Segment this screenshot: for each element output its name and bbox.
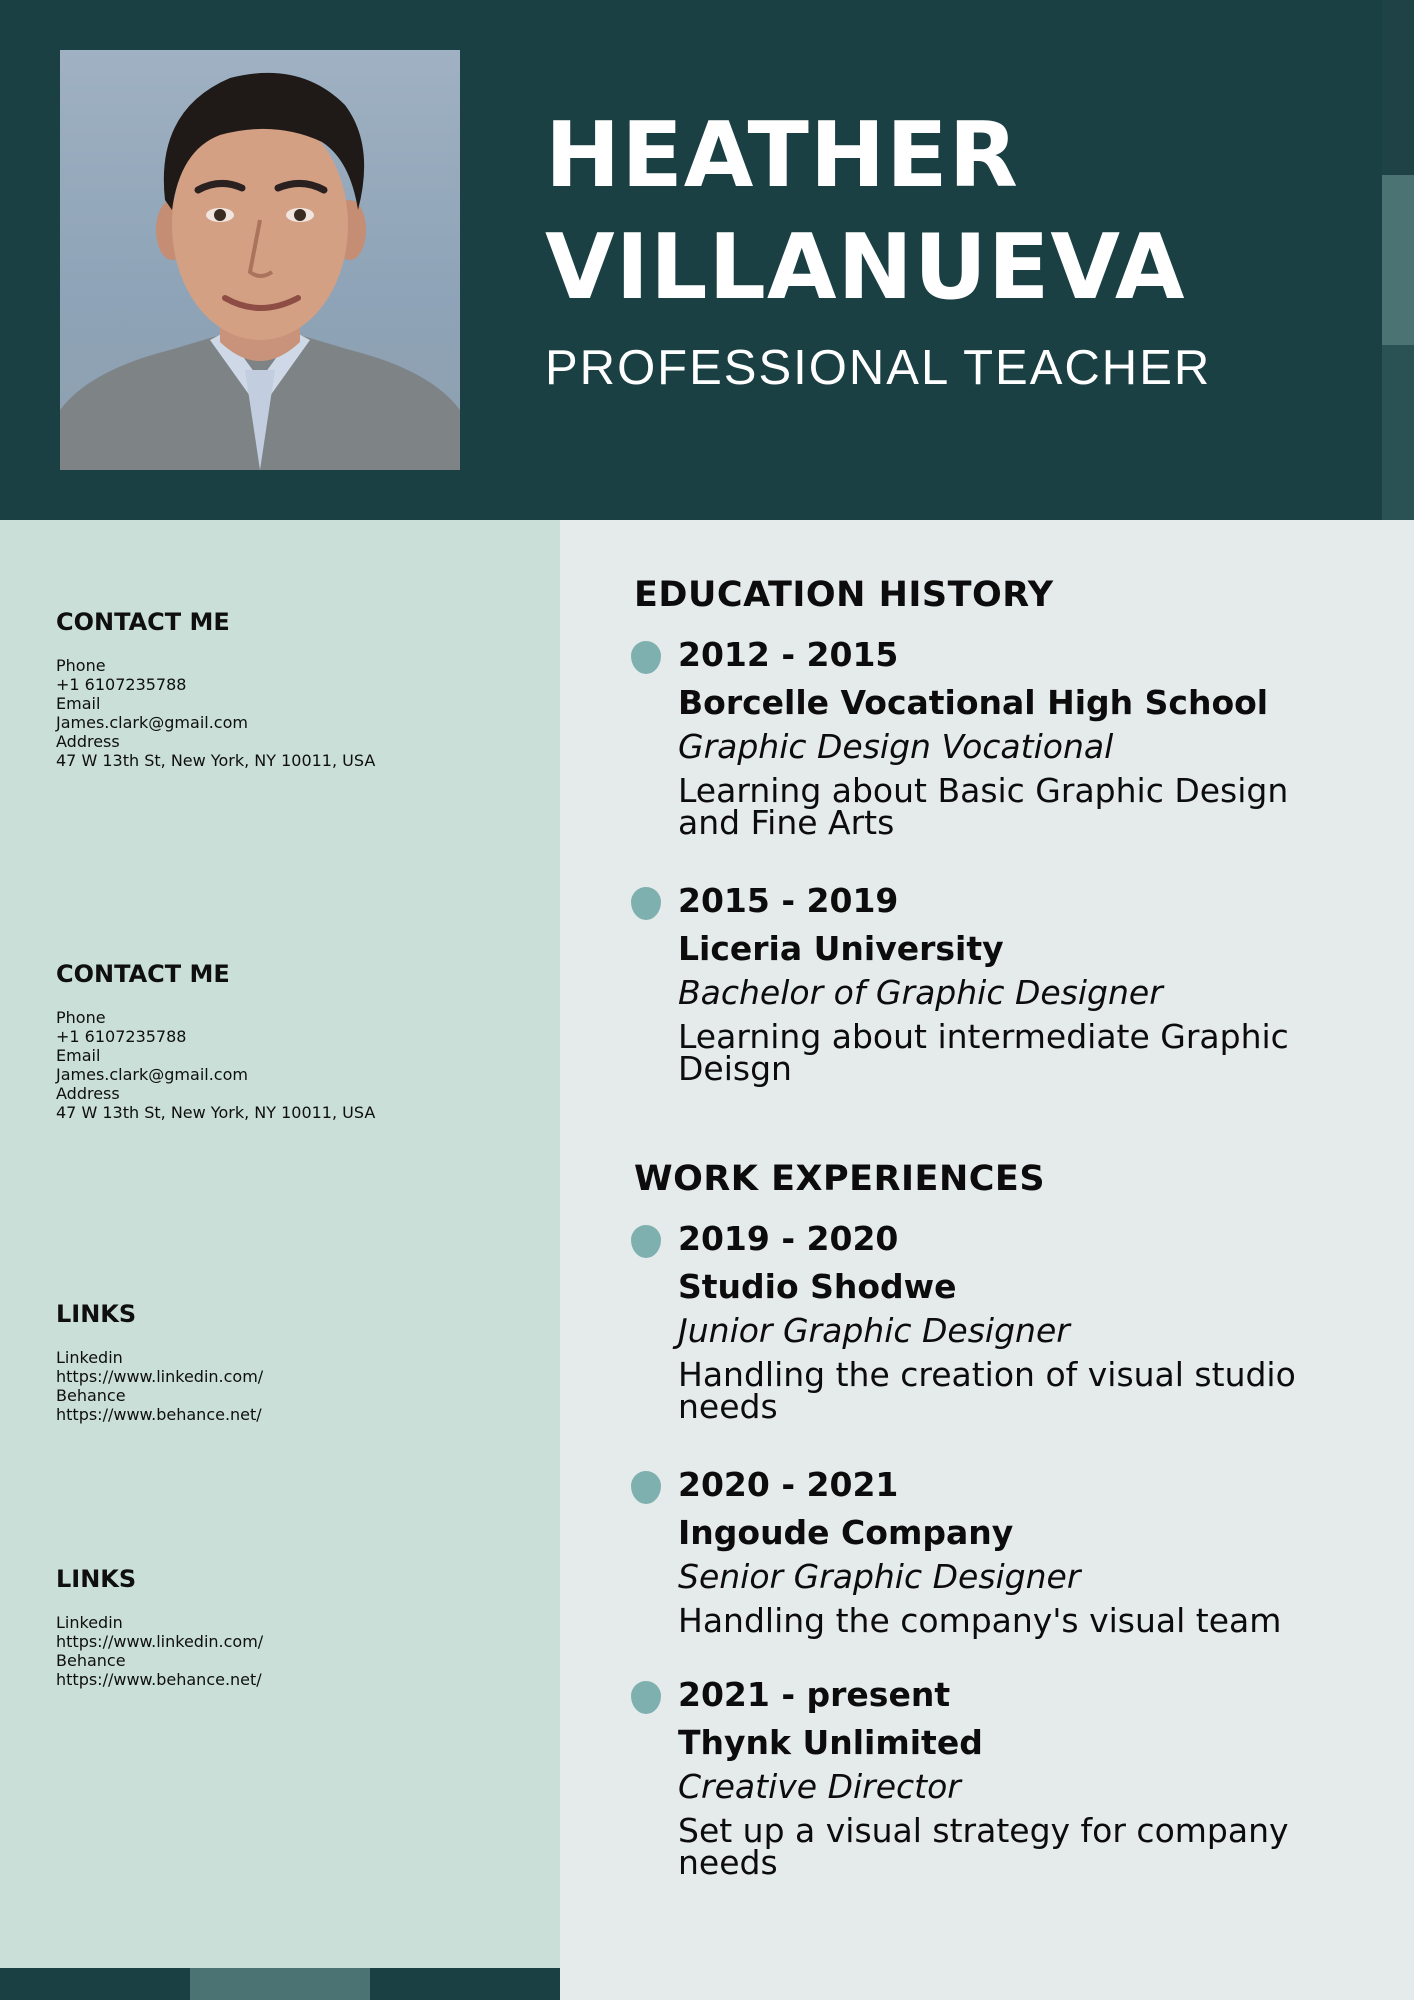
linkedin-link[interactable]: https://www.linkedin.com/ xyxy=(56,1366,264,1386)
linkedin-label: Linkedin xyxy=(56,1347,123,1367)
job-title: PROFESSIONAL TEACHER xyxy=(545,341,1212,395)
phone-label: Phone xyxy=(56,655,106,675)
behance-label: Behance xyxy=(56,1650,126,1670)
entry-organization: Borcelle Vocational High School xyxy=(678,683,1269,722)
entry-text xyxy=(678,881,1358,1088)
links-section-secondary xyxy=(56,1545,536,1785)
entry-text xyxy=(678,1219,1358,1426)
email-label: Email xyxy=(56,693,101,713)
entry-role: Senior Graphic Designer xyxy=(678,1557,1081,1596)
entry-organization: Ingoude Company xyxy=(678,1513,1014,1552)
entry-role: Graphic Design Vocational xyxy=(678,727,1114,766)
profile-photo xyxy=(60,50,460,470)
timeline-dot xyxy=(631,1471,661,1504)
email-value[interactable]: James.clark@gmail.com xyxy=(56,712,248,732)
entry-description: Learning about intermediate Graphic Deisgn xyxy=(678,1017,1289,1088)
entry-description: Handling the company's visual team xyxy=(678,1601,1282,1640)
entry-description: Set up a visual strategy for company needs xyxy=(678,1811,1289,1882)
section-heading: EDUCATION HISTORY xyxy=(634,575,1054,615)
linkedin-label: Linkedin xyxy=(56,1612,123,1632)
entry-organization: Thynk Unlimited xyxy=(678,1723,983,1762)
entry-years: 2019 - 2020 xyxy=(678,1219,899,1258)
timeline-dot xyxy=(631,1681,661,1714)
entry-years: 2012 - 2015 xyxy=(678,635,899,674)
behance-label: Behance xyxy=(56,1385,126,1405)
timeline-dot xyxy=(631,641,661,674)
work-section xyxy=(634,1159,1354,1899)
entry-description: Handling the creation of visual studio needs xyxy=(678,1355,1296,1426)
phone-value[interactable]: +1 6107235788 xyxy=(56,674,187,694)
section-heading: WORK EXPERIENCES xyxy=(634,1159,1046,1199)
entry-role: Creative Director xyxy=(678,1767,961,1806)
entry-role: Bachelor of Graphic Designer xyxy=(678,973,1163,1012)
section-heading: LINKS xyxy=(56,1564,137,1593)
timeline-dot xyxy=(631,887,661,920)
footer-bar-accent xyxy=(190,1968,370,2000)
phone-label: Phone xyxy=(56,1007,106,1027)
entry-organization: Liceria University xyxy=(678,929,1004,968)
phone-value[interactable]: +1 6107235788 xyxy=(56,1026,187,1046)
section-heading: CONTACT ME xyxy=(56,607,230,636)
section-heading: CONTACT ME xyxy=(56,959,230,988)
education-section xyxy=(634,575,1354,1095)
entry-text xyxy=(678,1465,1358,1640)
portrait-illustration xyxy=(60,50,460,470)
entry-description: Learning about Basic Graphic Design and Fine Arts xyxy=(678,771,1289,842)
entry-years: 2020 - 2021 xyxy=(678,1465,899,1504)
first-name: HEATHER xyxy=(545,103,1019,208)
contact-section xyxy=(56,588,536,908)
linkedin-link[interactable]: https://www.linkedin.com/ xyxy=(56,1631,264,1651)
email-label: Email xyxy=(56,1045,101,1065)
address-label: Address xyxy=(56,731,120,751)
header-edge-strip-lower xyxy=(1382,345,1414,520)
email-value[interactable]: James.clark@gmail.com xyxy=(56,1064,248,1084)
entry-years: 2015 - 2019 xyxy=(678,881,899,920)
entry-role: Junior Graphic Designer xyxy=(678,1311,1070,1350)
entry-organization: Studio Shodwe xyxy=(678,1267,957,1306)
address-value: 47 W 13th St, New York, NY 10011, USA xyxy=(56,1102,376,1122)
header-edge-accent xyxy=(1382,175,1414,345)
address-value: 47 W 13th St, New York, NY 10011, USA xyxy=(56,750,376,770)
address-label: Address xyxy=(56,1083,120,1103)
last-name: VILLANUEVA xyxy=(545,215,1186,320)
entry-years: 2021 - present xyxy=(678,1675,951,1714)
links-section xyxy=(56,1280,536,1520)
contact-section-secondary xyxy=(56,940,536,1260)
entry-text xyxy=(678,1675,1358,1882)
behance-link[interactable]: https://www.behance.net/ xyxy=(56,1404,262,1424)
entry-text xyxy=(678,635,1358,842)
header-edge-strip xyxy=(1382,0,1414,175)
candidate-name xyxy=(545,100,1186,324)
timeline-dot xyxy=(631,1225,661,1258)
section-heading: LINKS xyxy=(56,1299,137,1328)
behance-link[interactable]: https://www.behance.net/ xyxy=(56,1669,262,1689)
